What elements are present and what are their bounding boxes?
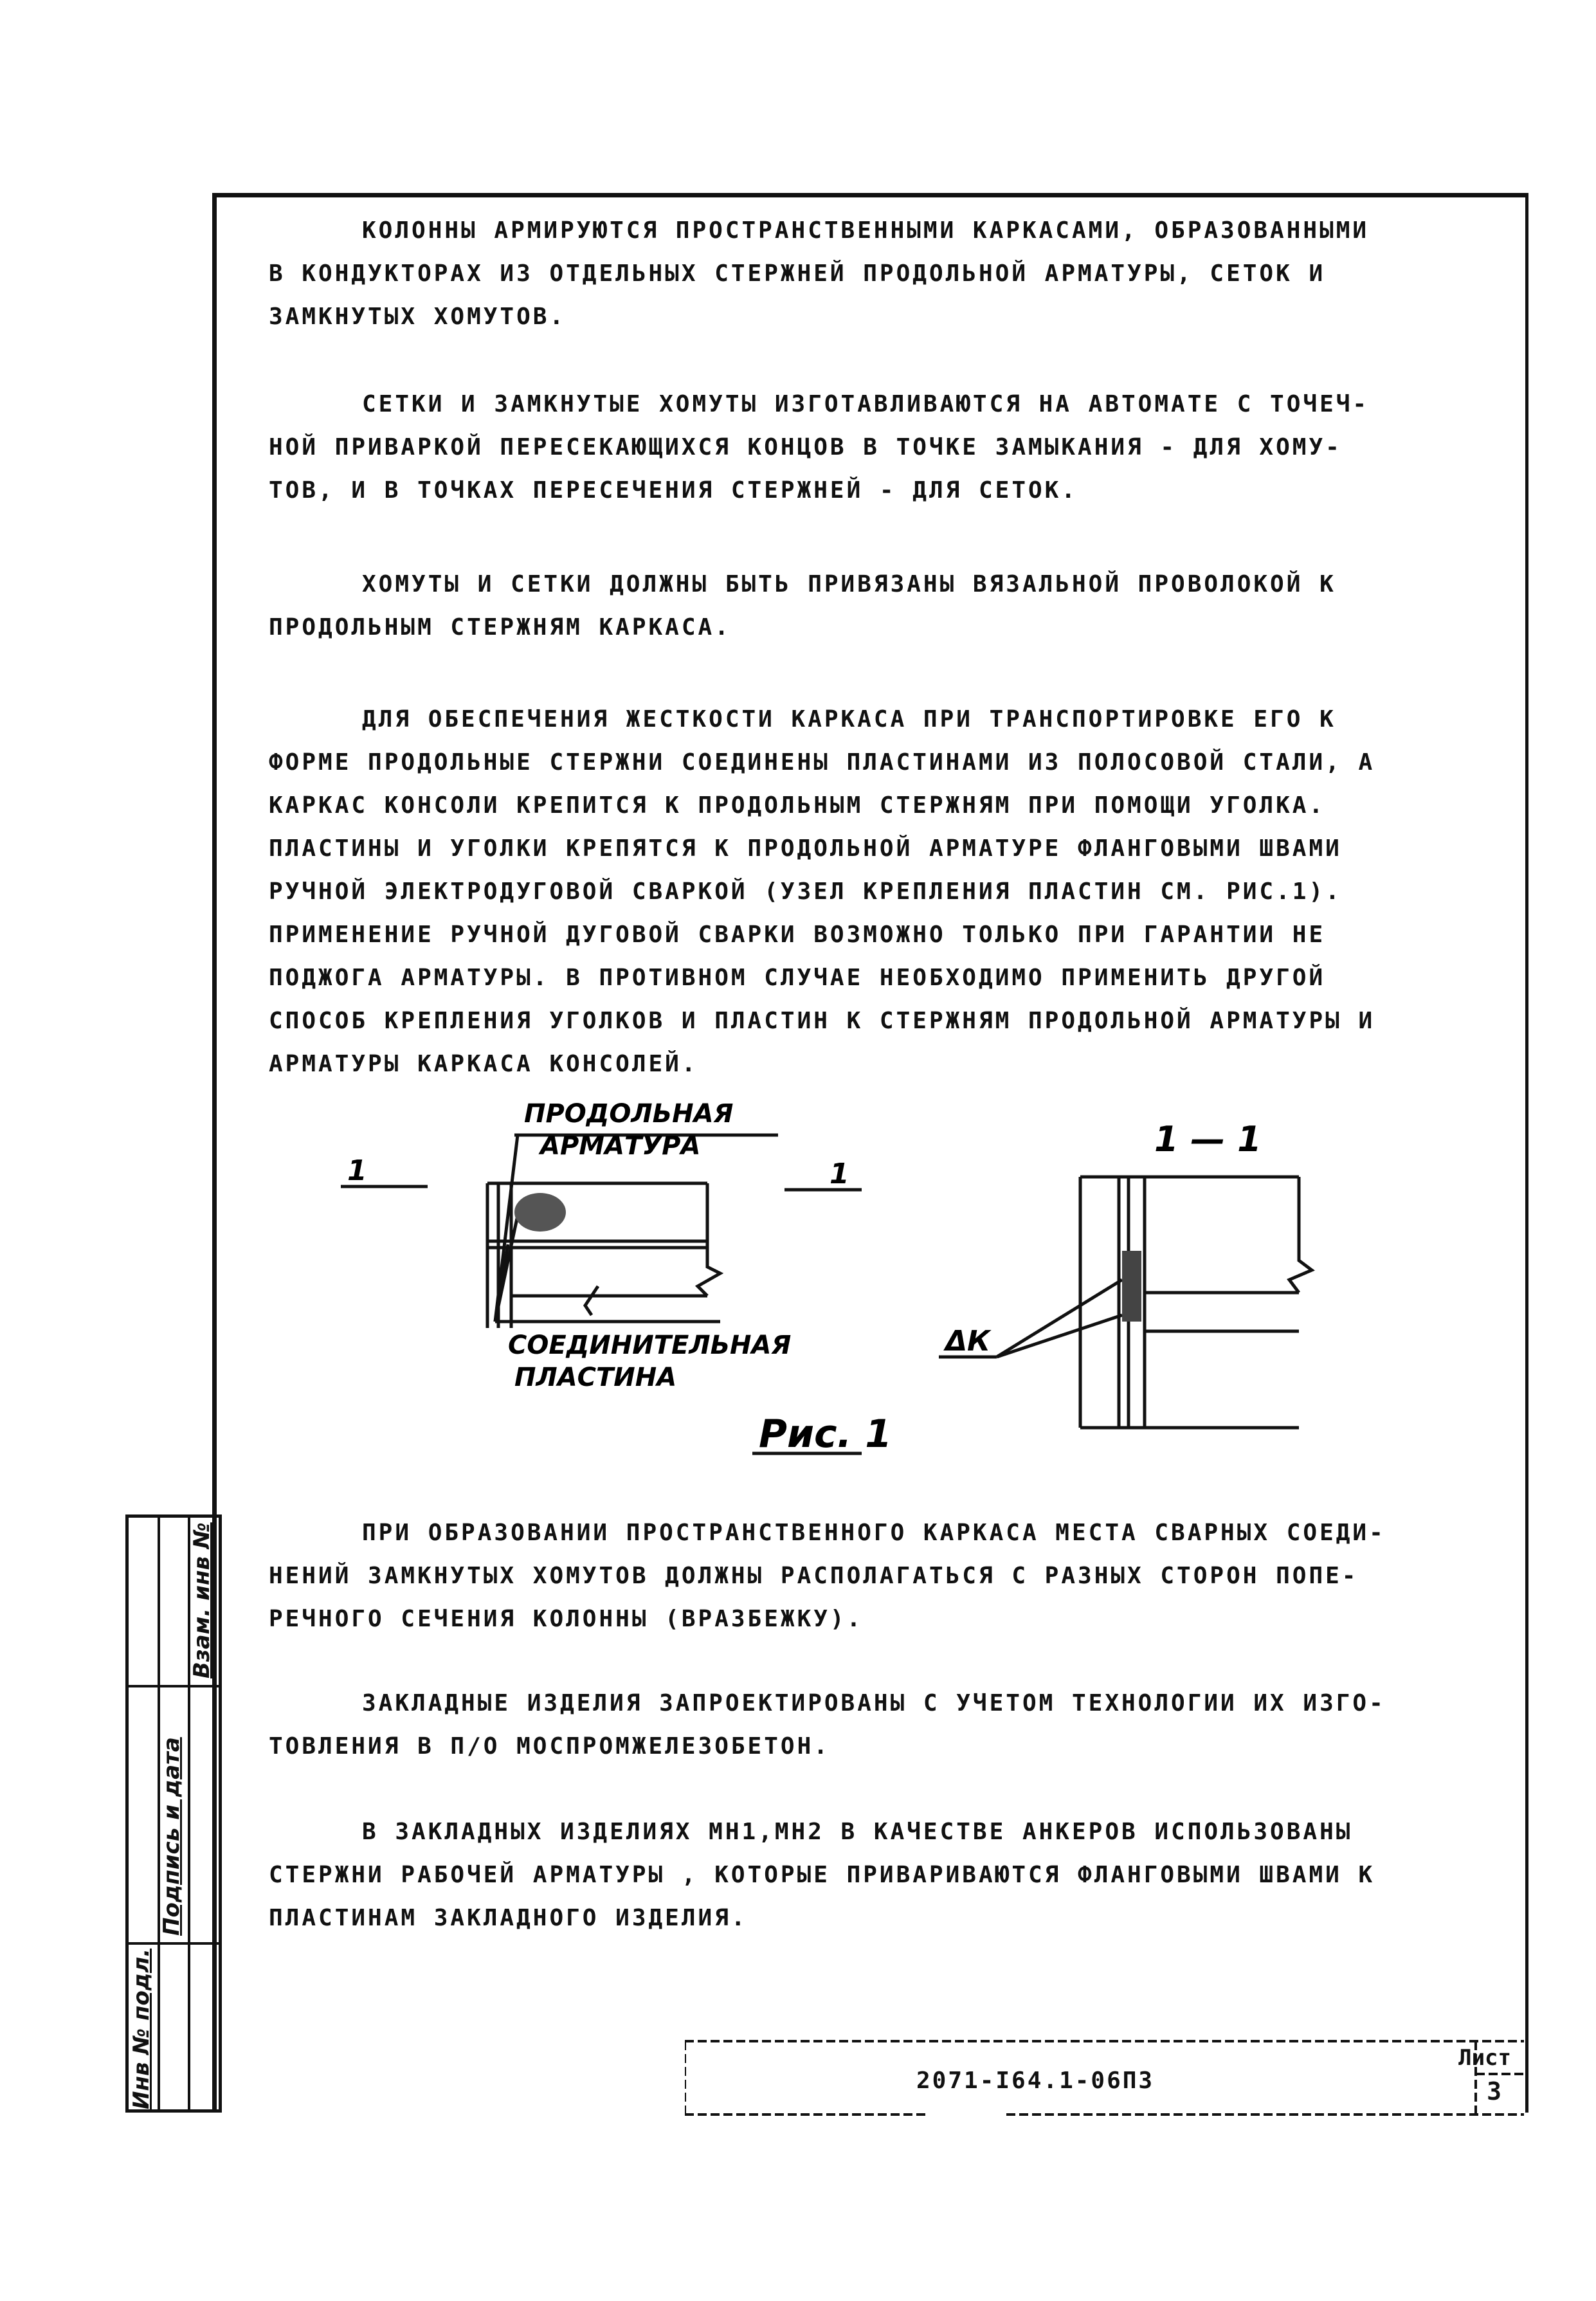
section-mark-right: 1 <box>830 1158 849 1190</box>
text-line: РУЧНОЙ ЭЛЕКТРОДУГОВОЙ СВАРКОЙ (УЗЕЛ КРЕПЛЕНИЯ ПЛАСТИН СМ. РИС.1). <box>269 878 1342 905</box>
text-line: ФОРМЕ ПРОДОЛЬНЫЕ СТЕРЖНИ СОЕДИНЕНЫ ПЛАСТИНАМИ ИЗ ПОЛОСОВОЙ СТАЛИ, А <box>269 749 1375 776</box>
section-mark-left: 1 <box>347 1154 367 1187</box>
side-label-inventory: Инв № подл. <box>129 1948 154 2109</box>
text-line: ПОДЖОГА АРМАТУРЫ. В ПРОТИВНОМ СЛУЧАЕ НЕОБХОДИМО ПРИМЕНИТЬ ДРУГОЙ <box>269 965 1326 991</box>
break-line <box>585 1286 598 1315</box>
sheet-label: Лист <box>1458 2045 1511 2071</box>
text-line: ПЛАСТИНАМ ЗАКЛАДНОГО ИЗДЕЛИЯ. <box>269 1905 748 1931</box>
text-line: СЕТКИ И ЗАМКНУТЫЕ ХОМУТЫ ИЗГОТАВЛИВАЮТСЯ НА АВТОМАТЕ С ТОЧЕЧ- <box>362 391 1370 417</box>
sheet-number: 3 <box>1487 2077 1501 2105</box>
paragraph-7 <box>269 1810 1484 1940</box>
paragraph-2 <box>269 383 1484 512</box>
side-label-signature: Подпись и дата <box>159 1737 185 1936</box>
side-stamp <box>125 1514 222 2113</box>
text-line: НЕНИЙ ЗАМКНУТЫХ ХОМУТОВ ДОЛЖНЫ РАСПОЛАГАТЬСЯ С РАЗНЫХ СТОРОН ПОПЕ- <box>269 1563 1359 1589</box>
text-line: КОЛОННЫ АРМИРУЮТСЯ ПРОСТРАНСТВЕННЫМИ КАРКАСАМИ, ОБРАЗОВАННЫМИ <box>362 217 1370 244</box>
document-code: 2071-I64.1-06ПЗ <box>916 2068 1155 2094</box>
weld-label: ΔК <box>945 1325 991 1358</box>
paragraph-4 <box>269 698 1484 1086</box>
longitudinal-rebar-icon <box>514 1193 566 1232</box>
text-line: СТЕРЖНИ РАБОЧЕЙ АРМАТУРЫ , КОТОРЫЕ ПРИВАРИВАЮТСЯ ФЛАНГОВЫМИ ШВАМИ К <box>269 1862 1375 1888</box>
text-line: ЗАМКНУТЫХ ХОМУТОВ. <box>269 304 567 330</box>
side-stamp-row-divider <box>129 1685 219 1687</box>
text-line: ПЛАСТИНЫ И УГОЛКИ КРЕПЯТСЯ К ПРОДОЛЬНОЙ АРМАТУРЕ ФЛАНГОВЫМИ ШВАМИ <box>269 835 1342 862</box>
break-line <box>1289 1177 1312 1293</box>
text-line: АРМАТУРЫ КАРКАСА КОНСОЛЕЙ. <box>269 1051 698 1077</box>
text-line: ДЛЯ ОБЕСПЕЧЕНИЯ ЖЕСТКОСТИ КАРКАСА ПРИ ТРАНСПОРТИРОВКЕ ЕГО К <box>362 706 1336 732</box>
paragraph-6 <box>269 1682 1484 1768</box>
text-line: В ЗАКЛАДНЫХ ИЗДЕЛИЯХ МН1,МН2 В КАЧЕСТВЕ АНКЕРОВ ИСПОЛЬЗОВАНЫ <box>362 1819 1353 1845</box>
side-stamp-row-divider <box>129 1942 219 1945</box>
figure-1 <box>322 1093 1543 1505</box>
figure-caption: Рис. 1 <box>759 1412 893 1457</box>
side-label-replacement: Взам. инв № <box>189 1522 215 1678</box>
text-line: СПОСОБ КРЕПЛЕНИЯ УГОЛКОВ И ПЛАСТИН К СТЕРЖНЯМ ПРОДОЛЬНОЙ АРМАТУРЫ И <box>269 1008 1375 1034</box>
text-line: В КОНДУКТОРАХ ИЗ ОТДЕЛЬНЫХ СТЕРЖНЕЙ ПРОДОЛЬНОЙ АРМАТУРЫ, СЕТОК И <box>269 260 1326 287</box>
text-line: ПРИМЕНЕНИЕ РУЧНОЙ ДУГОВОЙ СВАРКИ ВОЗМОЖНО ТОЛЬКО ПРИ ГАРАНТИИ НЕ <box>269 922 1326 948</box>
section-title: 1 — 1 <box>1154 1119 1262 1160</box>
paragraph-5 <box>269 1511 1484 1641</box>
text-line: ХОМУТЫ И СЕТКИ ДОЛЖНЫ БЫТЬ ПРИВЯЗАНЫ ВЯЗАЛЬНОЙ ПРОВОЛОКОЙ К <box>362 571 1336 597</box>
text-line: КАРКАС КОНСОЛИ КРЕПИТСЯ К ПРОДОЛЬНЫМ СТЕРЖНЯМ ПРИ ПОМОЩИ УГОЛКА. <box>269 792 1326 819</box>
label-longitudinal-2: АРМАТУРА <box>540 1131 701 1161</box>
text-line: ЗАКЛАДНЫЕ ИЗДЕЛИЯ ЗАПРОЕКТИРОВАНЫ С УЧЕТОМ ТЕХНОЛОГИИ ИХ ИЗГО- <box>362 1690 1386 1716</box>
paragraph-3 <box>269 563 1484 649</box>
text-line: РЕЧНОГО СЕЧЕНИЯ КОЛОННЫ (ВРАЗБЕЖКУ). <box>269 1606 864 1632</box>
title-block <box>685 2039 1527 2116</box>
weld-leader <box>997 1280 1122 1357</box>
label-longitudinal-1: ПРОДОЛЬНАЯ <box>524 1099 734 1129</box>
weld-leader <box>997 1315 1122 1357</box>
label-plate-2: ПЛАСТИНА <box>514 1363 677 1392</box>
label-plate-1: СОЕДИНИТЕЛЬНАЯ <box>508 1331 792 1360</box>
text-line: НОЙ ПРИВАРКОЙ ПЕРЕСЕКАЮЩИХСЯ КОНЦОВ В ТОЧКЕ ЗАМЫКАНИЯ - ДЛЯ ХОМУ- <box>269 434 1342 460</box>
weld-seam-icon <box>1122 1251 1141 1322</box>
text-line: ПРОДОЛЬНЫМ СТЕРЖНЯМ КАРКАСА. <box>269 614 731 641</box>
text-line: ТОВЛЕНИЯ В П/О МОСПРОМЖЕЛЕЗОБЕТОН. <box>269 1733 830 1760</box>
paragraph-1 <box>269 209 1484 338</box>
text-line: ПРИ ОБРАЗОВАНИИ ПРОСТРАНСТВЕННОГО КАРКАСА МЕСТА СВАРНЫХ СОЕДИ- <box>362 1520 1386 1546</box>
text-line: ТОВ, И В ТОЧКАХ ПЕРЕСЕЧЕНИЯ СТЕРЖНЕЙ - ДЛЯ СЕТОК. <box>269 477 1078 504</box>
